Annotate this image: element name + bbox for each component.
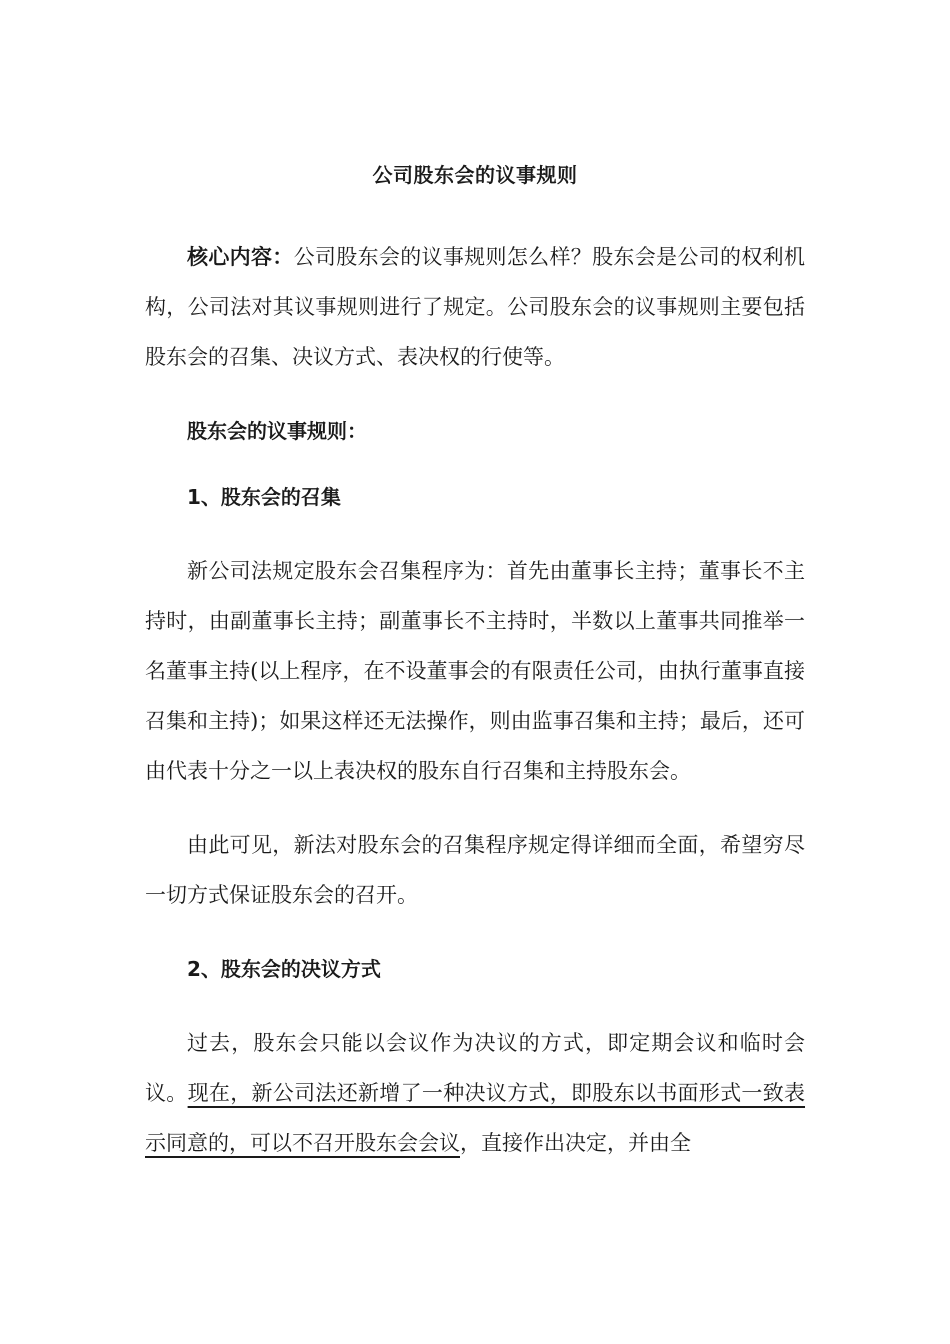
- intro-paragraph: [145, 232, 805, 382]
- section1-paragraph-1: 新公司法规定股东会召集程序为：首先由董事长主持；董事长不主持时，由副董事长主持；副董事长不主持时，半数以上董事共同推举一名董事主持(以上程序，在不设董事会的有限责任公司，由执行董事直接召集和主持)；如果这样还无法操作，则由监事召集和主持；最后，还可由代表十分之一以上表决权的股东自行召集和主持股东会。: [145, 559, 805, 783]
- section1-heading: 1、股东会的召集: [187, 485, 341, 509]
- section2-text-start: 过去，股东会只能以会议作为决议的方式，即定期会议和临时会议。: [145, 1031, 805, 1105]
- document-title: 公司股东会的议事规则: [372, 163, 578, 187]
- intro-text: 公司股东会的议事规则怎么样？股东会是公司的权利机构，公司法对其议事规则进行了规定。公司股东会的议事规则主要包括股东会的召集、决议方式、表决权的行使等。: [145, 245, 806, 369]
- section2-paragraph-1: [145, 1018, 805, 1168]
- section2-text-end: ，直接作出决定，并由全: [460, 1131, 691, 1155]
- rules-heading: 股东会的议事规则：: [187, 419, 367, 443]
- document-page: [145, 160, 805, 1168]
- section2-underlined-text: 现在，新公司法还新增了一种决议方式，即股东以书面形式一致表示同意的，可以不召开股东会会议: [145, 1081, 806, 1155]
- intro-label: 核心内容：: [187, 245, 294, 269]
- section2-heading: 2、股东会的决议方式: [187, 957, 381, 981]
- section1-paragraph-2: 由此可见，新法对股东会的召集程序规定得详细而全面，希望穷尽一切方式保证股东会的召开。: [145, 833, 805, 907]
